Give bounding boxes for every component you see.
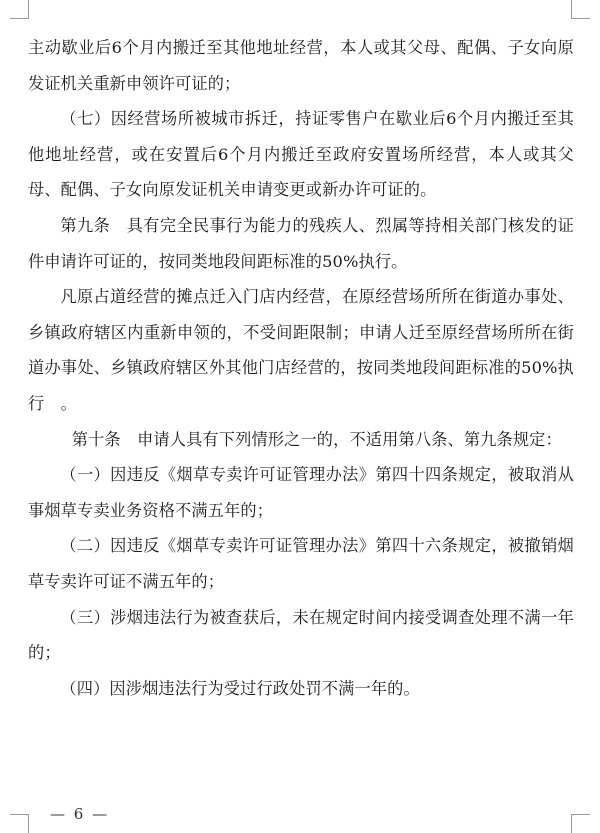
crop-mark-top-right (571, 0, 590, 19)
paragraph-item-three: （三）涉烟违法行为被查获后，未在规定时间内接受调查处理不满一年的； (28, 607, 574, 663)
crop-mark-bottom-left (10, 814, 29, 833)
crop-mark-top-left (10, 0, 29, 19)
paragraph-article-nine: 第九条 具有完全民事行为能力的残疾人、烈属等持相关部门核发的证件申请许可证的，按同类地段间距标准的50%执行。 (28, 215, 574, 271)
paragraph-item-seven: （七）因经营场所被城市拆迁，持证零售户在歇业后6个月内搬迁至其他地址经营，或在安置后6个月内搬迁至政府安置场所经营，本人或其父母、配偶、子女向原发证机关申请变更或新办许可证的。 (28, 109, 574, 200)
paragraph-relocation-rule: 凡原占道经营的摊点迁入门店内经营，在原经营场所所在街道办事处、乡镇政府辖区内重新申领的，不受间距限制；申请人迁至原经营场所所在街道办事处、乡镇政府辖区外其他门店经营的，按同类地段间距标准的50%执行 。 (28, 287, 574, 413)
paragraph-continuation: 主动歇业后6个月内搬迁至其他地址经营，本人或其父母、配偶、子女向原发证机关重新申领许可证的； (28, 38, 574, 93)
document-body (28, 30, 574, 706)
page-number: — 6 — (50, 805, 110, 823)
paragraph-item-four: （四）因涉烟违法行为受过行政处罚不满一年的。 (60, 678, 420, 698)
crop-mark-bottom-right (571, 814, 590, 833)
paragraph-item-one: （一）因违反《烟草专卖许可证管理办法》第四十四条规定，被取消从事烟草专卖业务资格不满五年的； (28, 465, 574, 520)
paragraph-article-ten: 第十条 申请人具有下列情形之一的，不适用第八条、第九条规定： (71, 429, 562, 449)
paragraph-item-two: （二）因违反《烟草专卖许可证管理办法》第四十六条规定，被撤销烟草专卖许可证不满五年的； (28, 536, 574, 591)
